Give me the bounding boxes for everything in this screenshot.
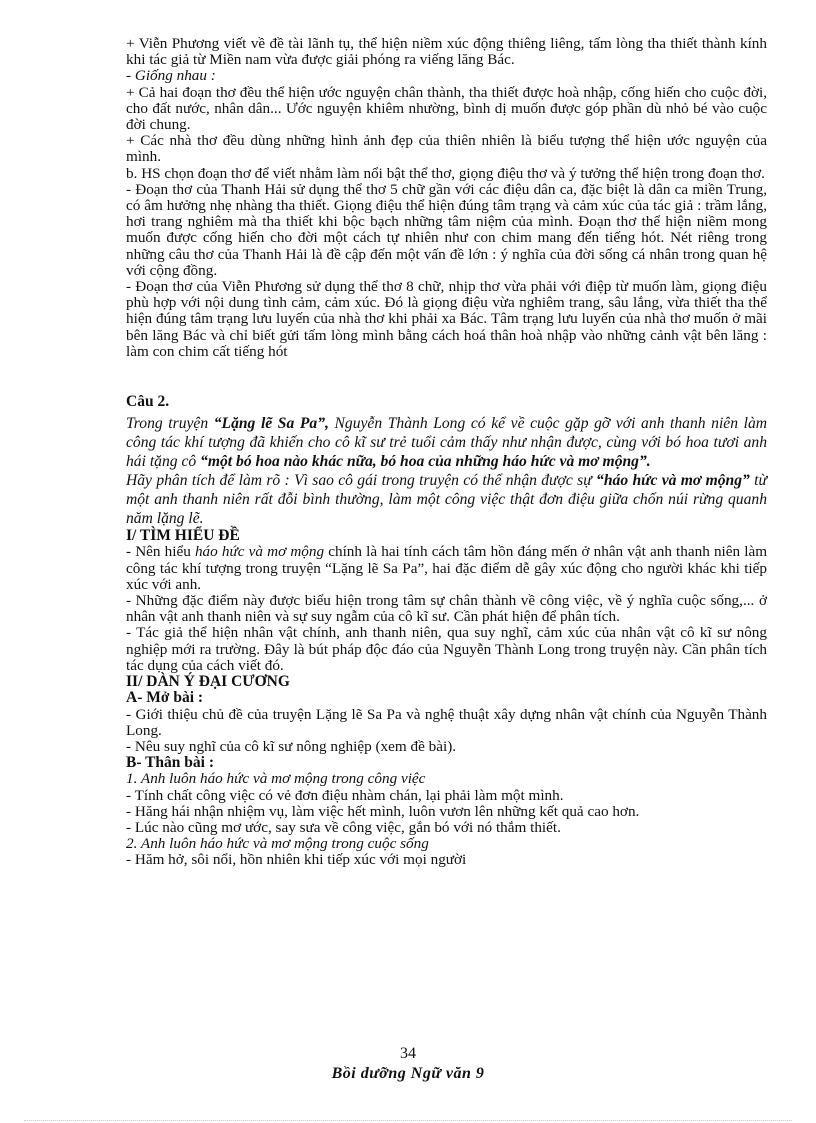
paragraph: - Giới thiệu chủ đề của truyện Lặng lẽ Sa Pa và nghệ thuật xây dựng nhân vật chính của Nguyễn Thành Long.: [126, 705, 767, 739]
quote: “háo hức và mơ mộng”: [596, 472, 750, 490]
divider: [24, 1120, 792, 1121]
quote: “một bó hoa nào khác nữa, bó hoa của những háo hức và mơ mộng”.: [200, 453, 651, 471]
subheading: 1. Anh luôn háo hức và mơ mộng trong công việc: [126, 770, 426, 788]
subheading: 2. Anh luôn háo hức và mơ mộng trong cuộc sống: [126, 835, 429, 853]
spacer: [112, 360, 767, 394]
paragraph: - Tính chất công việc có vẻ đơn điệu nhàm chán, lại phải làm một mình.: [126, 786, 564, 804]
paragraph: - Hăm hở, sôi nổi, hồn nhiên khi tiếp xúc với mọi người: [126, 851, 467, 869]
paragraph: - Những đặc điểm này được biểu hiện trong tâm sự chân thành về công việc, về ý nghĩa cuộc sống,... ở nhân vật anh thanh niên và sự suy ngẫm của cô kĩ sư. Cần phát hiện để phân tích.: [126, 592, 767, 626]
paragraph: - Lúc nào cũng mơ ước, say sưa về công việc, gắn bó với nó thắm thiết.: [126, 818, 561, 836]
subheading: - Giống nhau :: [126, 67, 216, 85]
paragraph: - Đoạn thơ của Viễn Phương sử dụng thể thơ 8 chữ, nhịp thơ vừa phải với điệp từ muốn làm, giọng điệu phù hợp với nội dung tình cảm, cảm xúc. Đó là giọng điệu vừa nghiêm trang, sâu lắng, vừa thiết tha thể hiện đúng tâm trạng lưu luyến của nhà thơ khi phải xa Bác. Tâm trạng lưu luyến của nhà thơ muốn ở mãi bên lăng Bác và chỉ biết gửi tấm lòng mình bằng cách hoá thân hoà nhập vào những cảnh vật bên lăng : làm con chim cất tiếng hót: [126, 278, 767, 360]
paragraph: + Viễn Phương viết về đề tài lãnh tụ, thể hiện niềm xúc động thiêng liêng, tấm lòng tha thiết thành kính khi tác giả từ Miền nam vừa được giải phóng ra viếng lăng Bác.: [126, 35, 767, 69]
subsection-heading: A- Mở bài :: [126, 689, 204, 707]
paragraph: b. HS chọn đoạn thơ để viết nhằm làm nổi bật thể thơ, giọng điệu thơ và ý tưởng thể hiện trong đoạn thơ.: [126, 164, 765, 182]
page-footer: [0, 1044, 816, 1084]
subsection-heading: B- Thân bài :: [126, 754, 215, 772]
paragraph: - Đoạn thơ của Thanh Hải sử dụng thể thơ 5 chữ gần với các điệu dân ca, đặc biệt là dân ca miền Trung, có âm hưởng nhẹ nhàng tha thiết. Giọng điệu thể hiện đúng tâm trạng và cảm xúc của tác giả : trầm lắng, hơi trang nghiêm mà tha thiết khi bộc bạch những tâm niệm của mình. Đoạn thơ thể hiện niềm mong muốn được cống hiến cho đời một cách tự nhiên như con chim mang đến tiếng hót. Nét riêng trong những câu thơ của Thanh Hải là đề cập đến một vấn đề lớn : ý nghĩa của đời sống cá nhân trong quan hệ với cộng đồng.: [126, 180, 767, 279]
question-prompt: Trong truyện “Lặng lẽ Sa Pa”, Nguyễn Thành Long có kể về cuộc gặp gỡ với anh thanh niên làm công tác khí tượng đã khiến cho cô kĩ sư trẻ tuổi cảm thấy như nhận được, cùng với bó hoa tươi anh hái tặng cô “một bó hoa nào khác nữa, bó hoa của những háo hức và mơ mộng”.: [126, 415, 768, 471]
paragraph: + Cả hai đoạn thơ đều thể hiện ước nguyện chân thành, tha thiết được hoà nhập, cống hiến cho cuộc đời, cho đất nước, nhân dân... Ước nguyện khiêm nhường, bình dị muốn được góp phần dù nhỏ bé vào cuộc đời chung.: [126, 83, 767, 134]
paragraph: - Nên hiểu háo hức và mơ mộng chính là hai tính cách tâm hồn đáng mến ở nhân vật anh thanh niên làm công tác khí tượng trong truyện “Lặng lẽ Sa Pa”, hai đặc điểm dễ gây xúc động cho người khác khi tiếp xúc với anh.: [126, 543, 768, 593]
paragraph: - Hăng hái nhận nhiệm vụ, làm việc hết mình, luôn vươn lên những kết quả cao hơn.: [126, 802, 640, 820]
story-title: “Lặng lẽ Sa Pa”,: [213, 415, 329, 433]
question-heading: Câu 2.: [126, 393, 170, 411]
paragraph: + Các nhà thơ đều dùng những hình ảnh đẹp của thiên nhiên là biểu tượng thể hiện ước nguyện của mình.: [126, 132, 767, 166]
paragraph: - Tác giả thể hiện nhân vật chính, anh thanh niên, qua suy nghĩ, cảm xúc của nhân vật cô kĩ sư nông nghiệp mới ra trường. Đây là bút pháp độc đáo của Nguyễn Thành Long trong truyện này. Cần phân tích tác dụng của cách viết đó.: [126, 624, 767, 674]
section-heading: I/ TÌM HIỂU ĐỀ: [126, 527, 240, 545]
footer-title: Bồi dưỡng Ngữ văn 9: [331, 1065, 485, 1082]
page-number: 34: [400, 1045, 416, 1062]
document-body: [112, 36, 767, 869]
question-2: [112, 394, 767, 528]
question-task: Hãy phân tích để làm rõ : Vì sao cô gái trong truyện có thể nhận được sự “háo hức và mơ mộng” từ một anh thanh niên rất đỗi bình thường, làm một công việc thật đơn điệu giữa chốn núi rừng quanh năm lặng lẽ.: [126, 472, 767, 528]
paragraph: - Nêu suy nghĩ của cô kĩ sư nông nghiệp (xem đề bài).: [126, 737, 457, 755]
section-heading: II/ DÀN Ý ĐẠI CƯƠNG: [126, 673, 290, 691]
